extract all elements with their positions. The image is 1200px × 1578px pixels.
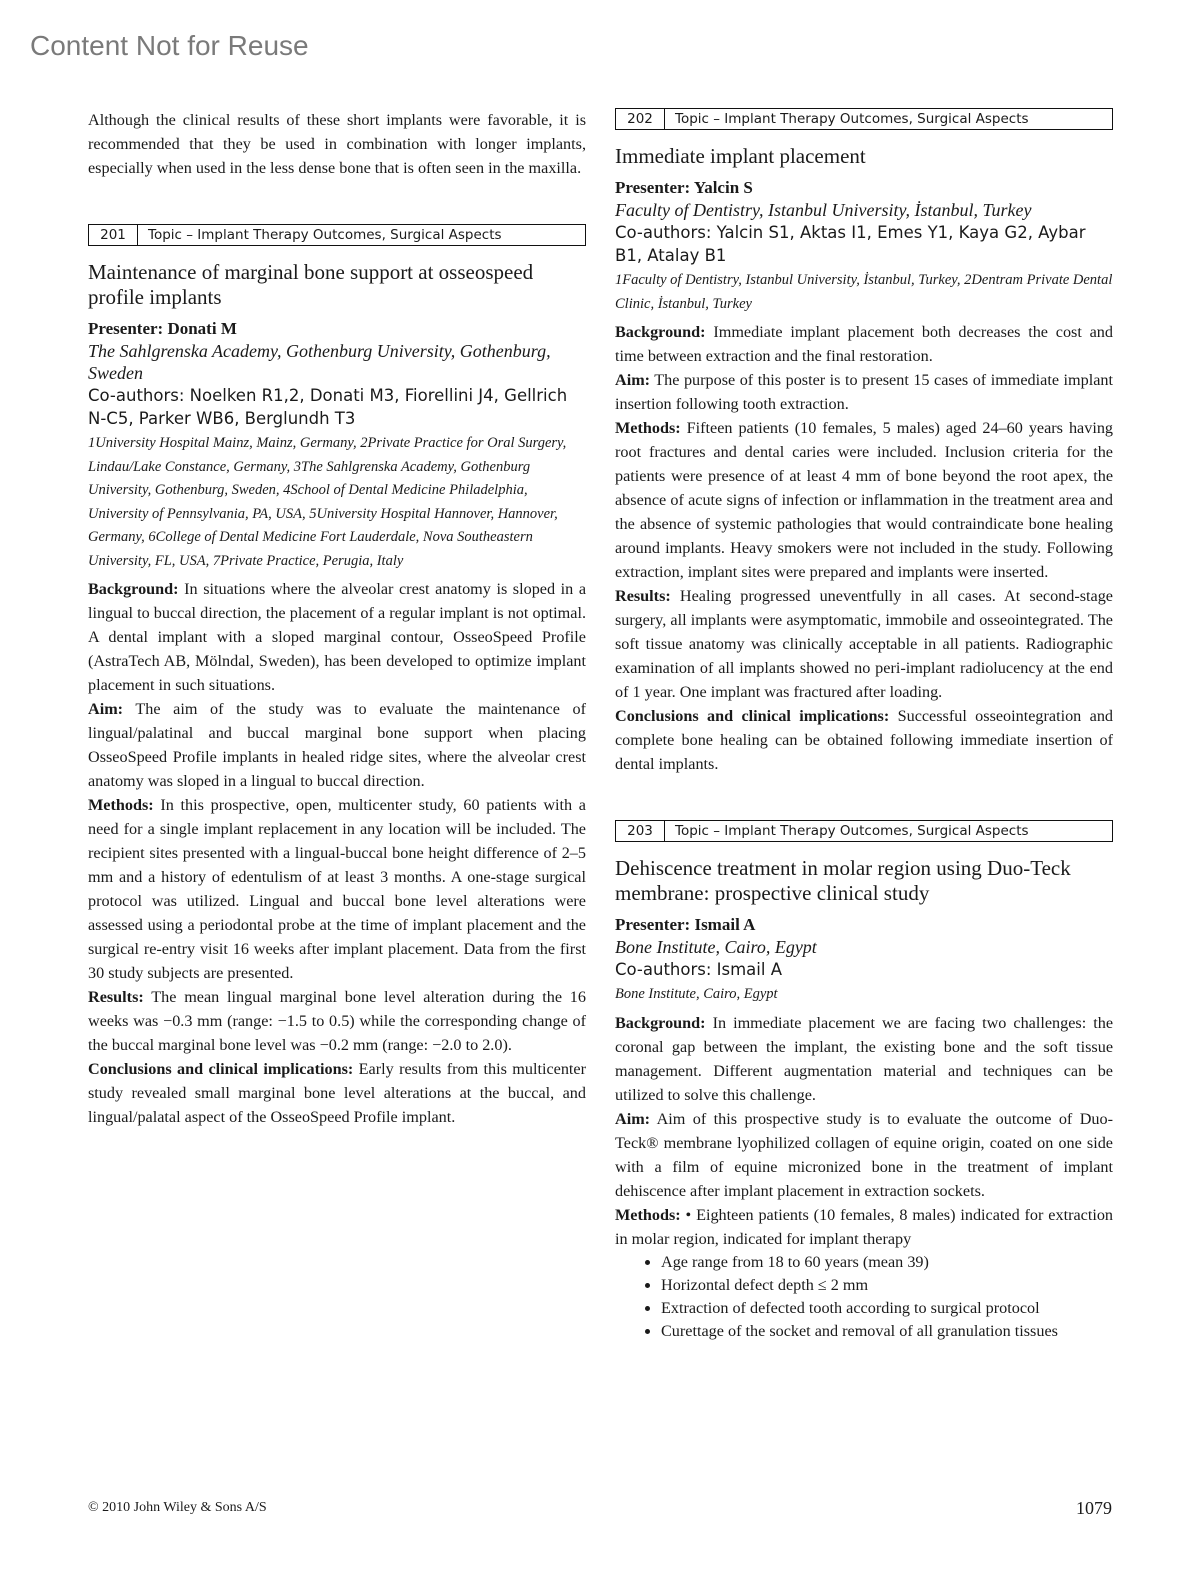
methods-section xyxy=(615,416,1113,584)
section-text: In immediate placement we are facing two challenges: the coronal gap between the implant, the existing bone and the soft tissue management. Different augmentation material and techniques can be utilized to solve this challenge. xyxy=(615,1013,1114,1104)
aim-section xyxy=(615,368,1113,416)
section-text: The purpose of this poster is to present 15 cases of immediate implant insertion following tooth extraction. xyxy=(615,371,1113,413)
watermark: Content Not for Reuse xyxy=(30,30,309,61)
section-label: Aim: xyxy=(615,371,651,389)
aim-section xyxy=(88,697,586,793)
topic-label: Topic – Implant Therapy Outcomes, Surgical Aspects xyxy=(675,823,1029,839)
presenter: Presenter: Ismail A xyxy=(615,915,756,934)
section-text: Fifteen patients (10 females, 5 males) aged 24–60 years having root fractures and dental caries were included. Inclusion criteria for the patients were presence of at least 4 mm of bone beyond the root apex, the absence of acute signs of infection or inflammation in the treatment area and the absence of systemic pathologies that would contraindicate bone healing around implants. Heavy smokers were not included in the study. Following extraction, implant sites were prepared and implants were inserted. xyxy=(615,419,1114,581)
aim-section xyxy=(615,1107,1113,1203)
affiliations: 1Faculty of Dentistry, Istanbul University, İstanbul, Turkey, 2Dentram Private Dental Clinic, İstanbul, Turkey xyxy=(615,272,1113,312)
background-section xyxy=(88,577,586,697)
background-section xyxy=(615,1011,1113,1107)
presenter: Presenter: Yalcin S xyxy=(615,178,753,197)
section-label: Background: xyxy=(615,1013,706,1032)
topic-label: Topic – Implant Therapy Outcomes, Surgical Aspects xyxy=(148,227,502,243)
section-label: Background: xyxy=(88,580,179,598)
affiliations: 1University Hospital Mainz, Mainz, Germany, 2Private Practice for Oral Surgery, Lindau/Lake Constance, Germany, 3The Sahlgrenska Academy, Gothenburg University, Gothenburg, Sweden, 4School of Dental Medicine Philadelphia, University of Pennsylvania, PA, USA, 5University Hospital Hannover, Hannover, Germany, 6College of Dental Medicine Fort Lauderdale, Nova Southeastern University, FL, USA, 7Private Practice, Perugia, Italy xyxy=(88,435,567,569)
page-number: 1079 xyxy=(1076,1498,1112,1518)
institution: Bone Institute, Cairo, Egypt xyxy=(615,937,817,957)
abstract-number: 201 xyxy=(89,225,138,245)
abstract-title: Dehiscence treatment in molar region using Duo-Teck membrane: prospective clinical study xyxy=(615,856,1071,905)
coauthors: Co-authors: Noelken R1,2, Donati M3, Fiorellini J4, Gellrich N-C5, Parker WB6, Berglundh T3 xyxy=(88,386,568,428)
list-item: • Extraction of defected tooth according to surgical protocol xyxy=(661,1297,1113,1320)
section-label: Results: xyxy=(88,988,144,1006)
institution: The Sahlgrenska Academy, Gothenburg University, Gothenburg, Sweden xyxy=(88,341,551,383)
topic-box-203 xyxy=(615,820,1113,842)
section-text: • Eighteen patients (10 females, 8 males) indicated for extraction in molar region, indicated for implant therapy xyxy=(615,1205,1114,1248)
abstract-title: Immediate implant placement xyxy=(615,144,866,168)
section-text: Immediate implant placement both decreases the cost and time between extraction and the final restoration. xyxy=(615,323,1113,365)
section-label: Aim: xyxy=(615,1109,651,1128)
conclusions-section xyxy=(615,704,1113,776)
intro-paragraph: Although the clinical results of these short implants were favorable, it is recommended that they be used in combination with longer implants, especially when used in the less dense bone that is often seen in the maxilla. xyxy=(88,111,586,177)
section-text: The aim of the study was to evaluate the maintenance of lingual/palatinal and buccal marginal bone support when placing OsseoSpeed Profile implants in healed ridge sites, where the alveolar crest anatomy was sloped in a lingual to buccal direction. xyxy=(88,700,586,790)
results-section xyxy=(615,584,1113,704)
coauthors: Co-authors: Ismail A xyxy=(615,960,782,979)
results-section xyxy=(88,985,586,1057)
section-text: Healing progressed uneventfully in all cases. At second-stage surgery, all implants were asymptomatic, immobile and osseointegrated. The soft tissue anatomy was clinically acceptable in all patients. Radiographic examination of all implants showed no peri-implant radiolucency at the end of 1 year. One implant was fractured after loading. xyxy=(615,587,1113,701)
copyright: © 2010 John Wiley & Sons A/S xyxy=(88,1500,267,1515)
abstract-title: Maintenance of marginal bone support at osseospeed profile implants xyxy=(88,260,534,309)
affiliations: Bone Institute, Cairo, Egypt xyxy=(615,986,778,1002)
institution: Faculty of Dentistry, Istanbul University, İstanbul, Turkey xyxy=(615,200,1032,220)
section-label: Results: xyxy=(615,587,671,605)
section-label: Aim: xyxy=(88,700,124,718)
section-text: Aim of this prospective study is to evaluate the outcome of Duo-Teck® membrane lyophilized collagen of equine origin, coated on one side with a film of equine micronized bone in the treatment of implant dehiscence after implant placement in extraction sockets. xyxy=(615,1109,1113,1200)
right-column xyxy=(615,108,1113,1343)
list-item: • Horizontal defect depth ≤ 2 mm xyxy=(661,1274,1113,1297)
abstract-number: 203 xyxy=(616,821,665,841)
presenter: Presenter: Donati M xyxy=(88,319,237,338)
section-label: Methods: xyxy=(88,796,154,814)
section-text: The mean lingual marginal bone level alteration during the 16 weeks was −0.3 mm (range: −1.5 to 0.5) while the corresponding change of the buccal marginal bone level was −0.2 mm (range: −2.0 to 2.0). xyxy=(88,988,586,1054)
coauthors: Co-authors: Yalcin S1, Aktas I1, Emes Y1, Kaya G2, Aybar B1, Atalay B1 xyxy=(615,223,1086,265)
background-section xyxy=(615,320,1113,368)
topic-box-201 xyxy=(88,224,586,246)
methods-section xyxy=(88,793,586,985)
section-label: Conclusions and clinical implications: xyxy=(88,1060,354,1078)
section-text: Early results from this multicenter study revealed small marginal bone level alterations at the buccal, and lingual/palatal aspect of the OsseoSpeed Profile implant. xyxy=(88,1060,587,1126)
section-text: Successful osseointegration and complete bone healing can be obtained following immediate insertion of dental implants. xyxy=(615,707,1114,773)
section-label: Methods: xyxy=(615,1205,681,1224)
section-text: In this prospective, open, multicenter study, 60 patients with a need for a single implant replacement in any location will be included. The recipient sites presented with a lingual-buccal bone height difference of 2–5 mm and a history of edentulism of at least 3 months. A one-stage surgical protocol was utilized. Lingual and buccal bone level alterations were assessed using a periodontal probe at the time of implant placement and the surgical re-entry visit 16 weeks after implant placement. Data from the first 30 study subjects are presented. xyxy=(88,796,586,982)
section-label: Conclusions and clinical implications: xyxy=(615,707,890,725)
topic-box-202 xyxy=(615,108,1113,130)
methods-bullet-list xyxy=(615,1251,1113,1343)
section-text: In situations where the alveolar crest anatomy is sloped in a lingual to buccal direction, the placement of a regular implant is not optimal. A dental implant with a sloped marginal contour, OsseoSpeed Profile (AstraTech AB, Mölndal, Sweden), has been developed to optimize implant placement in such situations. xyxy=(88,580,586,694)
conclusions-section xyxy=(88,1057,586,1129)
methods-section xyxy=(615,1203,1113,1251)
left-column xyxy=(88,108,586,1129)
section-label: Background: xyxy=(615,323,706,341)
abstract-number: 202 xyxy=(616,109,665,129)
topic-label: Topic – Implant Therapy Outcomes, Surgical Aspects xyxy=(675,111,1029,127)
list-item: • Age range from 18 to 60 years (mean 39) xyxy=(661,1251,1113,1274)
list-item: • Curettage of the socket and removal of all granulation tissues xyxy=(661,1320,1113,1343)
section-label: Methods: xyxy=(615,419,681,437)
